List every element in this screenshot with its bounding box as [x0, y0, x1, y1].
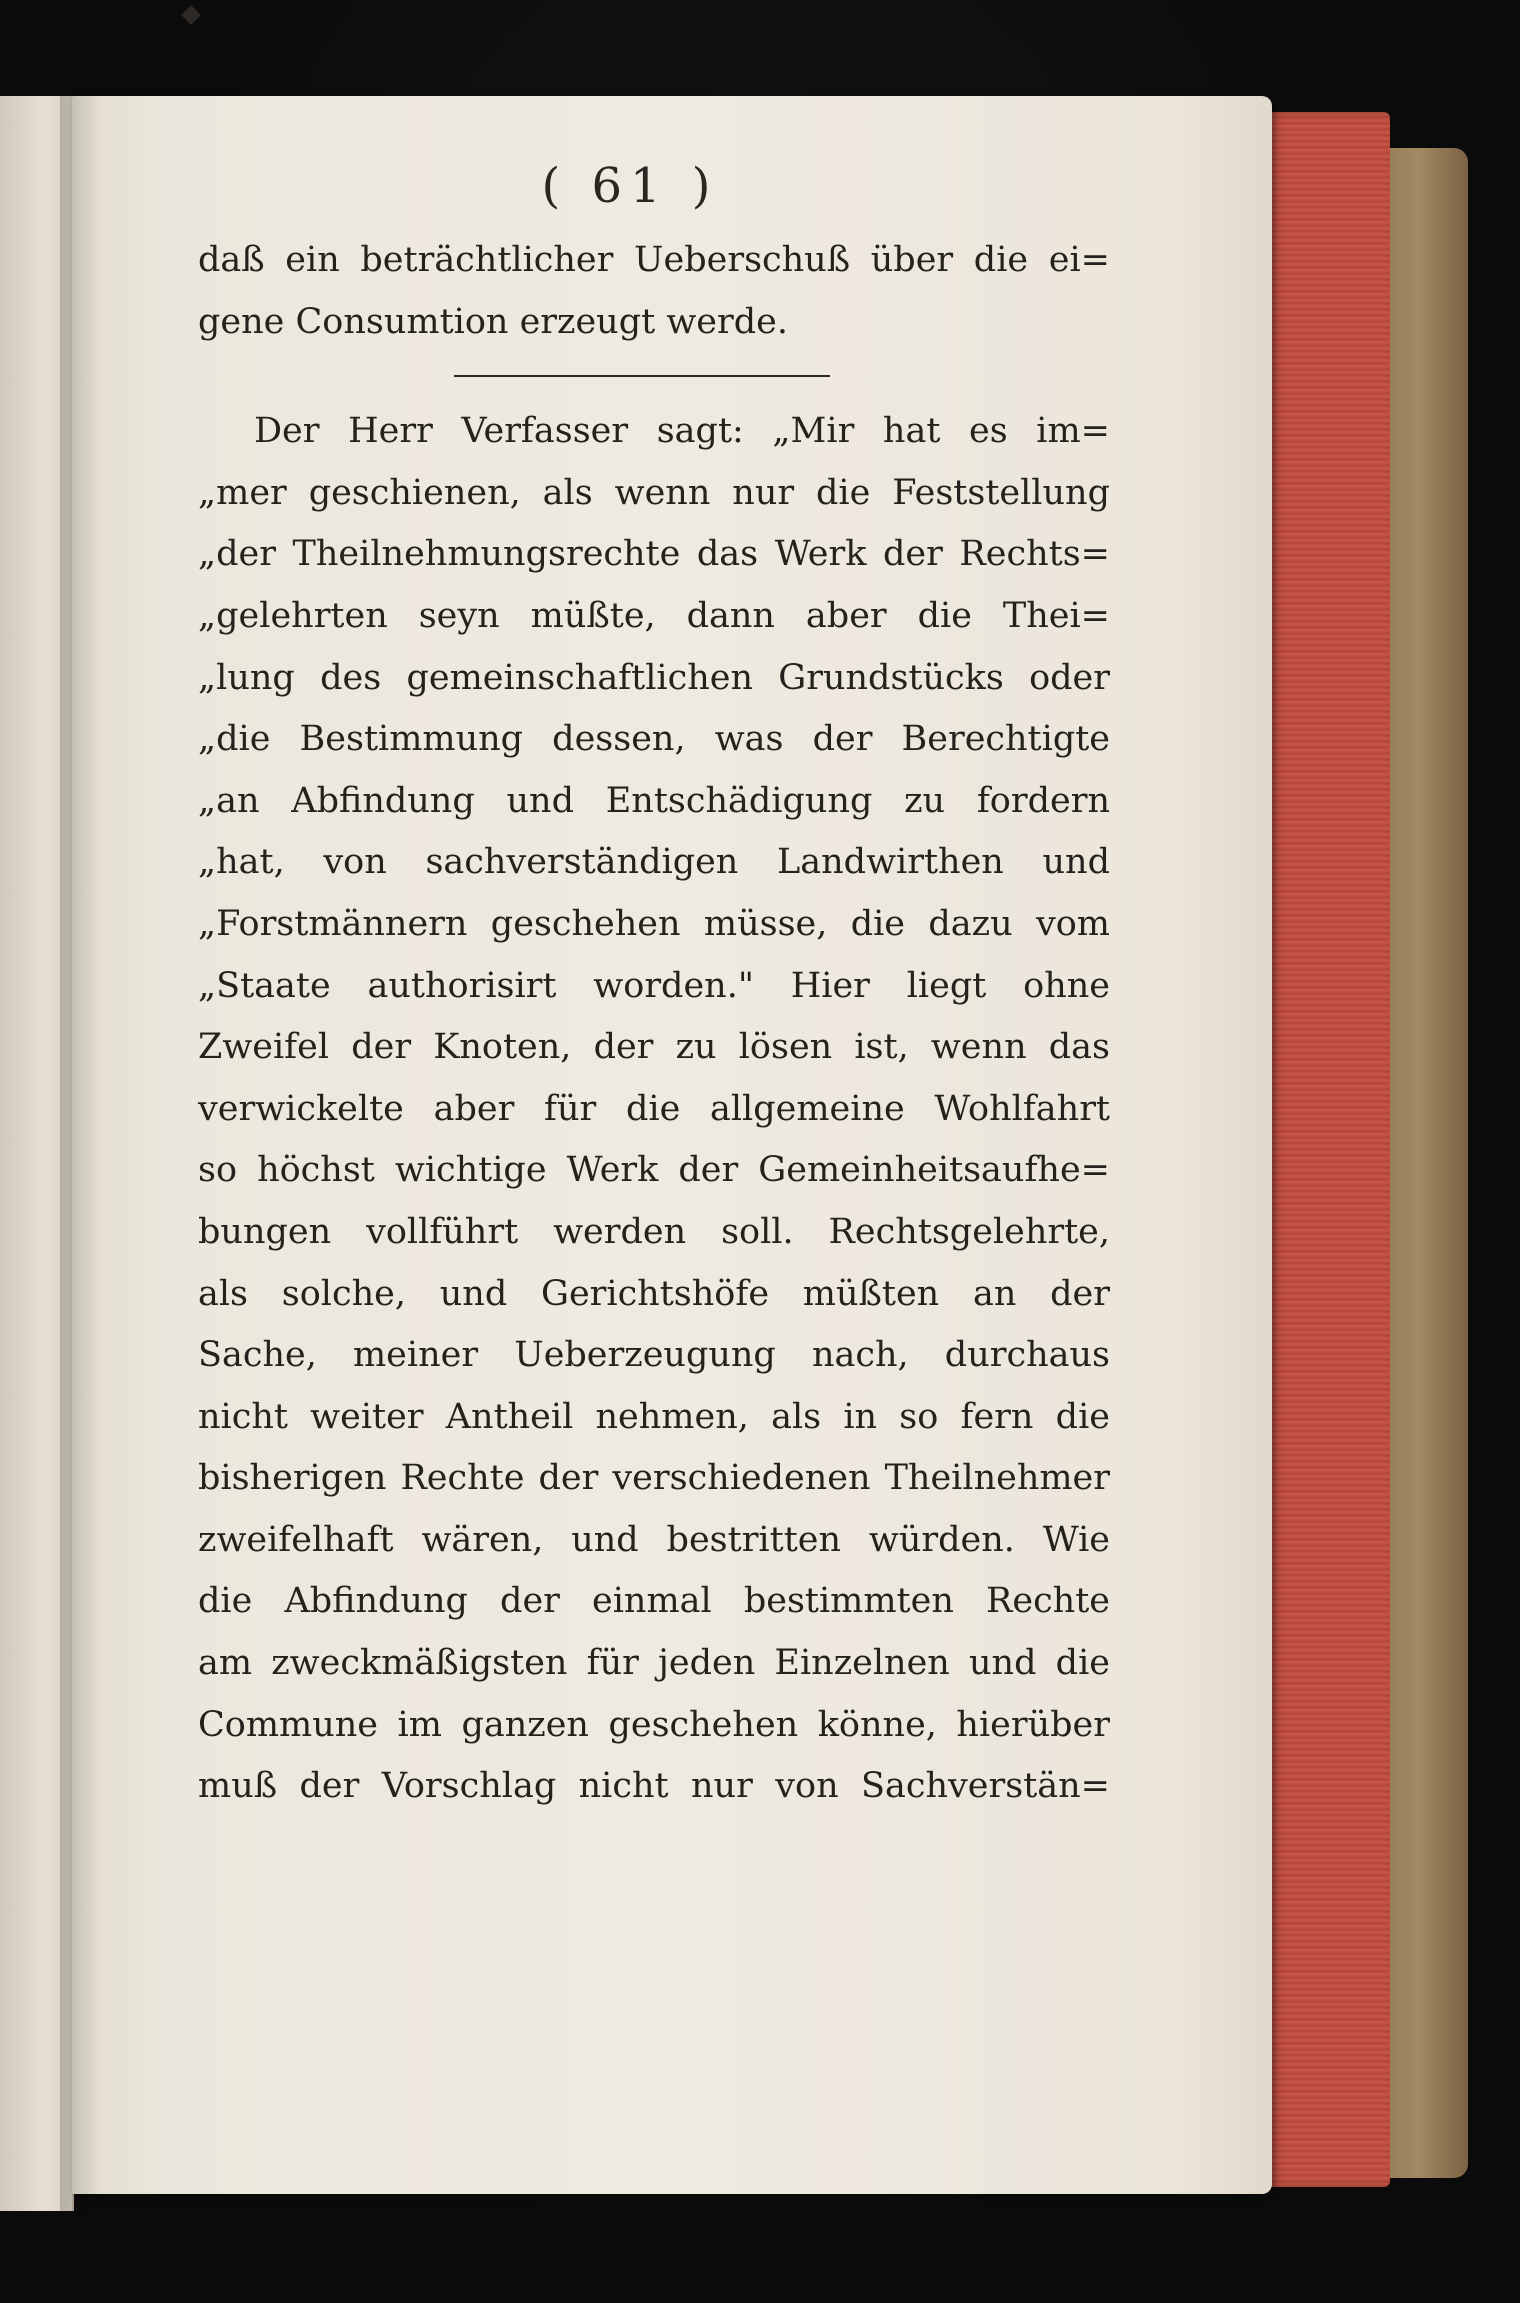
text-line: „der Theilnehmungsrechte das Werk der Rechts=	[198, 534, 1110, 575]
text-line: „die Bestimmung dessen, was der Berechtigte	[198, 719, 1110, 760]
text-line: am zweckmäßigsten für jeden Einzelnen und die	[198, 1643, 1110, 1684]
text-line: Commune im ganzen geschehen könne, hierüber	[198, 1704, 1110, 1745]
section-divider	[198, 353, 1110, 401]
text-line: „lung des gemeinschaftlichen Grundstücks oder	[198, 657, 1110, 698]
text-line: Sache, meiner Ueberzeugung nach, durchaus	[198, 1335, 1110, 1376]
corner-mark	[181, 5, 201, 25]
text-line: „gelehrten seyn müßte, dann aber die Thei=	[198, 595, 1110, 636]
text-line: „an Abfindung und Entschädigung zu fordern	[198, 780, 1110, 821]
text-line: nicht weiter Antheil nehmen, als in so fern die	[198, 1396, 1110, 1437]
text-line: „mer geschienen, als wenn nur die Feststellung	[198, 472, 1110, 513]
text-line: bungen vollführt werden soll. Rechtsgelehrte,	[198, 1211, 1110, 1252]
red-page-edges	[1262, 112, 1390, 2187]
text-line: Der Herr Verfasser sagt: „Mir hat es im=	[254, 411, 1110, 452]
text-line: „Staate authorisirt worden." Hier liegt ohne	[198, 965, 1110, 1006]
text-line: als solche, und Gerichtshöfe müßten an der	[198, 1273, 1110, 1314]
text-line: „Forstmännern geschehen müsse, die dazu vom	[198, 903, 1110, 944]
text-line: gene Consumtion erzeugt werde.	[198, 301, 788, 342]
text-line: die Abfindung der einmal bestimmten Rechte	[198, 1581, 1110, 1622]
text-line: zweifelhaft wären, und bestritten würden. Wie	[198, 1519, 1110, 1560]
page-gutter-shadow	[60, 96, 100, 2211]
page-number: ( 61 )	[541, 158, 719, 214]
text-line: bisherigen Rechte der verschiedenen Theilnehmer	[198, 1458, 1110, 1499]
divider-rule	[454, 375, 830, 377]
text-line: verwickelte aber für die allgemeine Wohlfahrt	[198, 1088, 1110, 1129]
text-line: Zweifel der Knoten, der zu lösen ist, wenn das	[198, 1027, 1110, 1068]
text-line: daß ein beträchtlicher Ueberschuß über die ei=	[198, 240, 1110, 280]
text-line: so höchst wichtige Werk der Gemeinheitsaufhe=	[198, 1150, 1110, 1191]
text-line: „hat, von sachverständigen Landwirthen und	[198, 842, 1110, 883]
text-line: muß der Vorschlag nicht nur von Sachverstän=	[198, 1766, 1110, 1807]
page-text	[198, 230, 1110, 1818]
